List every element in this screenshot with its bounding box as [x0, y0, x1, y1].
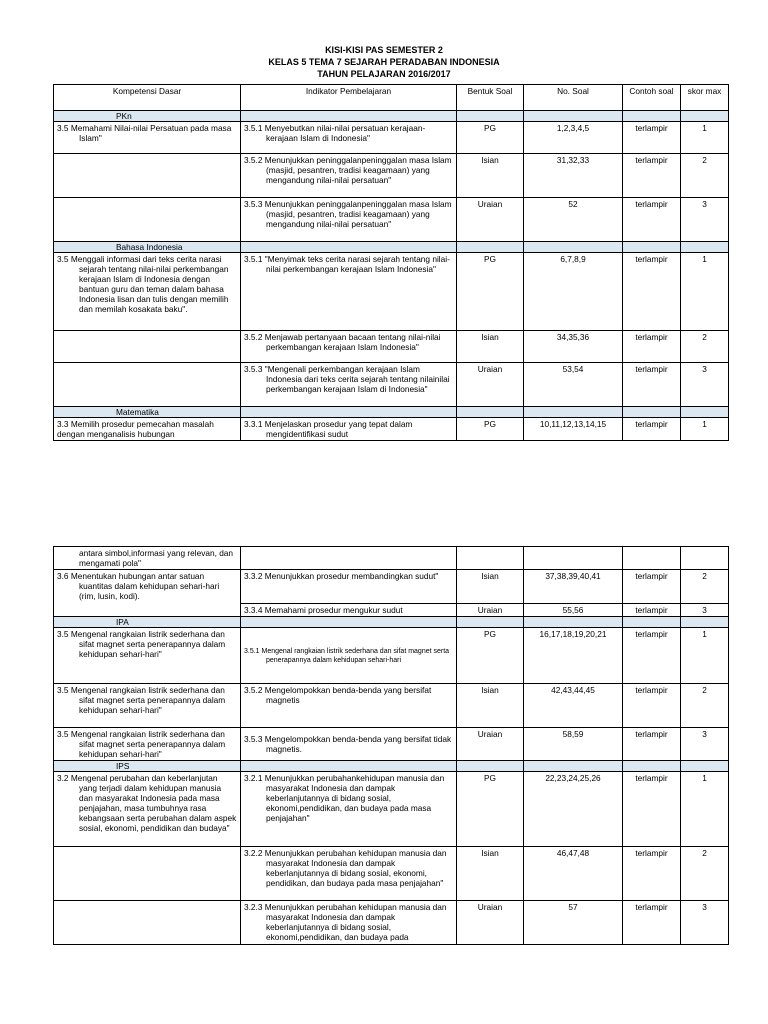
- contoh-cell: terlampir: [623, 628, 681, 684]
- subject-label: Bahasa Indonesia: [54, 242, 241, 253]
- bentuk-cell: PG: [457, 418, 524, 441]
- contoh-cell: terlampir: [623, 331, 681, 363]
- kd-cell: 3.5 Mengenal rangkaian listrik sederhana dan sifat magnet serta penerapannya dalam kehidupan sehari-hari": [54, 684, 241, 728]
- no-soal-cell: 34,35,36: [524, 331, 623, 363]
- subject-label: Matematika: [54, 407, 241, 418]
- table-row: [54, 728, 729, 761]
- indikator-cell: 3.3.2 Menunjukkan prosedur membandingkan sudut": [241, 570, 457, 604]
- bentuk-cell: Uraian: [457, 901, 524, 945]
- kisi-table-page-2: [53, 546, 729, 945]
- indikator-cell: 3.5.1 "Menyimak teks cerita narasi sejarah tentang nilai-nilai perkembangan kerajaan Islam Indonesia": [241, 253, 457, 331]
- bentuk-cell: Uraian: [457, 363, 524, 407]
- bentuk-cell: Uraian: [457, 198, 524, 242]
- skor-cell: 3: [681, 901, 729, 945]
- table-row: [54, 198, 729, 242]
- contoh-cell: terlampir: [623, 570, 681, 604]
- no-soal-cell: 42,43,44,45: [524, 684, 623, 728]
- col-header-kd: Kompetensi Dasar: [54, 85, 241, 111]
- no-soal-cell: 52: [524, 198, 623, 242]
- indikator-cell: 3.5.2 Menunjukkan peninggalanpeninggalan masa Islam (masjid, pesantren, tradisi keagamaan) yang mengandung nilai-nilai persatuan": [241, 154, 457, 198]
- col-header-indikator: Indikator Pembelajaran: [241, 85, 457, 111]
- skor-cell: 2: [681, 684, 729, 728]
- table-header-row: [54, 85, 729, 111]
- kd-cell: [54, 154, 241, 198]
- no-soal-cell: 46,47,48: [524, 847, 623, 901]
- skor-cell: 1: [681, 772, 729, 847]
- bentuk-cell: PG: [457, 628, 524, 684]
- contoh-cell: terlampir: [623, 901, 681, 945]
- contoh-cell: terlampir: [623, 418, 681, 441]
- skor-cell: 1: [681, 628, 729, 684]
- no-soal-cell: 16,17,18,19,20,21: [524, 628, 623, 684]
- table-row: [54, 253, 729, 331]
- bentuk-cell: PG: [457, 772, 524, 847]
- contoh-cell: terlampir: [623, 154, 681, 198]
- skor-cell: 2: [681, 331, 729, 363]
- subject-row-bahasa-indonesia: [54, 242, 729, 253]
- subject-row-ips: [54, 761, 729, 772]
- no-soal-cell: 1,2,3,4,5: [524, 122, 623, 154]
- contoh-cell: terlampir: [623, 253, 681, 331]
- subject-row-pkn: [54, 111, 729, 122]
- kd-cell: 3.5 Mengenal rangkaian listrik sederhana dan sifat magnet serta penerapannya dalam kehidupan sehari-hari": [54, 628, 241, 684]
- subject-label: IPA: [54, 617, 241, 628]
- table-row: [54, 418, 729, 441]
- no-soal-cell: 57: [524, 901, 623, 945]
- no-soal-cell: 58,59: [524, 728, 623, 761]
- kd-cell: [54, 363, 241, 407]
- bentuk-cell: Isian: [457, 684, 524, 728]
- table-row: [54, 154, 729, 198]
- indikator-cell: 3.5.3 Mengelompokkan benda-benda yang bersifat tidak magnetis.: [241, 728, 457, 761]
- indikator-cell: 3.5.1 Menyebutkan nilai-nilai persatuan kerajaan-kerajaan Islam di Indonesia": [241, 122, 457, 154]
- doc-title-line-2: KELAS 5 TEMA 7 SEJARAH PERADABAN INDONESIA: [268, 57, 500, 67]
- table-row: [54, 331, 729, 363]
- kd-cell: [54, 847, 241, 901]
- table-row: [54, 547, 729, 570]
- contoh-cell: terlampir: [623, 122, 681, 154]
- contoh-cell: terlampir: [623, 847, 681, 901]
- contoh-cell: terlampir: [623, 684, 681, 728]
- subject-label: PKn: [54, 111, 241, 122]
- bentuk-cell: PG: [457, 122, 524, 154]
- table-row: [54, 628, 729, 684]
- no-soal-cell: 22,23,24,25,26: [524, 772, 623, 847]
- contoh-cell: terlampir: [623, 604, 681, 617]
- contoh-cell: terlampir: [623, 363, 681, 407]
- skor-cell: 1: [681, 122, 729, 154]
- table-row: [54, 363, 729, 407]
- kd-cell: 3.3 Memilih prosedur pemecahan masalah dengan menganalisis hubungan: [54, 418, 241, 441]
- bentuk-cell: Uraian: [457, 728, 524, 761]
- kd-cell: [54, 901, 241, 945]
- doc-title-line-1: KISI-KISI PAS SEMESTER 2: [325, 45, 443, 55]
- indikator-cell: 3.5.2 Menjawab pertanyaan bacaan tentang nilai-nilai perkembangan kerajaan Islam Indonesia": [241, 331, 457, 363]
- bentuk-cell: Uraian: [457, 604, 524, 617]
- table-row: [54, 847, 729, 901]
- doc-title-line-3: TAHUN PELAJARAN 2016/2017: [317, 69, 451, 79]
- skor-cell: 3: [681, 728, 729, 761]
- no-soal-cell: 55,56: [524, 604, 623, 617]
- skor-cell: 1: [681, 418, 729, 441]
- skor-cell: 3: [681, 604, 729, 617]
- kd-cell: [54, 331, 241, 363]
- table-row: [54, 122, 729, 154]
- kd-cell: 3.5 Memahami Nilai-nilai Persatuan pada masa Islam": [54, 122, 241, 154]
- bentuk-cell: PG: [457, 253, 524, 331]
- table-row: [54, 901, 729, 945]
- col-header-skor: skor max: [681, 85, 729, 111]
- no-soal-cell: 10,11,12,13,14,15: [524, 418, 623, 441]
- indikator-cell: 3.5.3 "Mengenali perkembangan kerajaan Islam Indonesia dari teks cerita sejarah tentang nilainilai perkembangan kerajaan Islam di Indonesia": [241, 363, 457, 407]
- skor-cell: 2: [681, 570, 729, 604]
- indikator-cell: 3.5.1 Mengenal rangkaian listrik sederhana dan sifat magnet serta penerapannya dalam kehidupan sehari-hari: [241, 628, 457, 684]
- no-soal-cell: 53,54: [524, 363, 623, 407]
- indikator-cell: 3.3.1 Menjelaskan prosedur yang tepat dalam mengidentifikasi sudut: [241, 418, 457, 441]
- bentuk-cell: Isian: [457, 847, 524, 901]
- contoh-cell: terlampir: [623, 198, 681, 242]
- indikator-cell: 3.5.2 Mengelompokkan benda-benda yang bersifat magnetis: [241, 684, 457, 728]
- subject-label: IPS: [54, 761, 241, 772]
- contoh-cell: terlampir: [623, 772, 681, 847]
- no-soal-cell: 37,38,39,40,41: [524, 570, 623, 604]
- subject-row-matematika: [54, 407, 729, 418]
- col-header-bentuk: Bentuk Soal: [457, 85, 524, 111]
- bentuk-cell: Isian: [457, 154, 524, 198]
- indikator-cell: 3.2.1 Menunjukkan perubahankehidupan manusia dan masyarakat Indonesia dan dampak keberlanjutannya di bidang sosial, ekonomi,pendidikan, dan budaya pada masa penjajahan": [241, 772, 457, 847]
- subject-row-ipa: [54, 617, 729, 628]
- indikator-cell: 3.2.2 Menunjukkan perubahan kehidupan manusia dan masyarakat Indonesia dan dampak keberlanjutannya di bidang sosial, ekonomi, pendidikan, dan budaya pada masa penjajahan": [241, 847, 457, 901]
- contoh-cell: terlampir: [623, 728, 681, 761]
- col-header-contoh: Contoh soal: [623, 85, 681, 111]
- skor-cell: 2: [681, 154, 729, 198]
- no-soal-cell: 6,7,8,9: [524, 253, 623, 331]
- skor-cell: 2: [681, 847, 729, 901]
- table-row: [54, 570, 729, 604]
- kisi-table-page-1: [53, 84, 729, 441]
- skor-cell: 3: [681, 363, 729, 407]
- indikator-cell: 3.2.3 Menunjukkan perubahan kehidupan manusia dan masyarakat Indonesia dan dampak keberlanjutannya di bidang sosial, ekonomi,pendidikan, dan budaya pada: [241, 901, 457, 945]
- kd-cell: 3.5 Mengenal rangkaian listrik sederhana dan sifat magnet serta penerapannya dalam kehidupan sehari-hari": [54, 728, 241, 761]
- indikator-cell: 3.5.3 Menunjukkan peninggalanpeninggalan masa Islam (masjid, pesantren, tradisi keagamaan) yang mengandung nilai-nilai persatuan": [241, 198, 457, 242]
- col-header-no: No. Soal: [524, 85, 623, 111]
- kd-cell: 3.2 Mengenal perubahan dan keberlanjutan yang terjadi dalam kehidupan manusia dan masyarakat Indonesia pada masa penjajahan, masa tumbuhnya rasa kebangsaan serta perubahan dalam aspek sosial, ekonomi, pendidikan dan budaya": [54, 772, 241, 847]
- no-soal-cell: 31,32,33: [524, 154, 623, 198]
- skor-cell: 1: [681, 253, 729, 331]
- kd-cell: 3.6 Menentukan hubungan antar satuan kuantitas dalam kehidupan sehari-hari (rim, lusin, kodi).: [54, 570, 241, 617]
- kd-cell: [54, 198, 241, 242]
- skor-cell: 3: [681, 198, 729, 242]
- table-row: [54, 772, 729, 847]
- kd-cell: 3.5 Menggali informasi dari teks cerita narasi sejarah tentang nilai-nilai perkembangan kerajaan Islam di Indonesia dengan bantuan guru dan teman dalam bahasa Indonesia lisan dan tulis dengan memilih dan memilah kosakata baku".: [54, 253, 241, 331]
- bentuk-cell: Isian: [457, 331, 524, 363]
- bentuk-cell: Isian: [457, 570, 524, 604]
- kd-cell: antara simbol,informasi yang relevan, dan mengamati pola": [54, 547, 241, 570]
- indikator-cell: 3.3.4 Memahami prosedur mengukur sudut: [241, 604, 457, 617]
- table-row: [54, 684, 729, 728]
